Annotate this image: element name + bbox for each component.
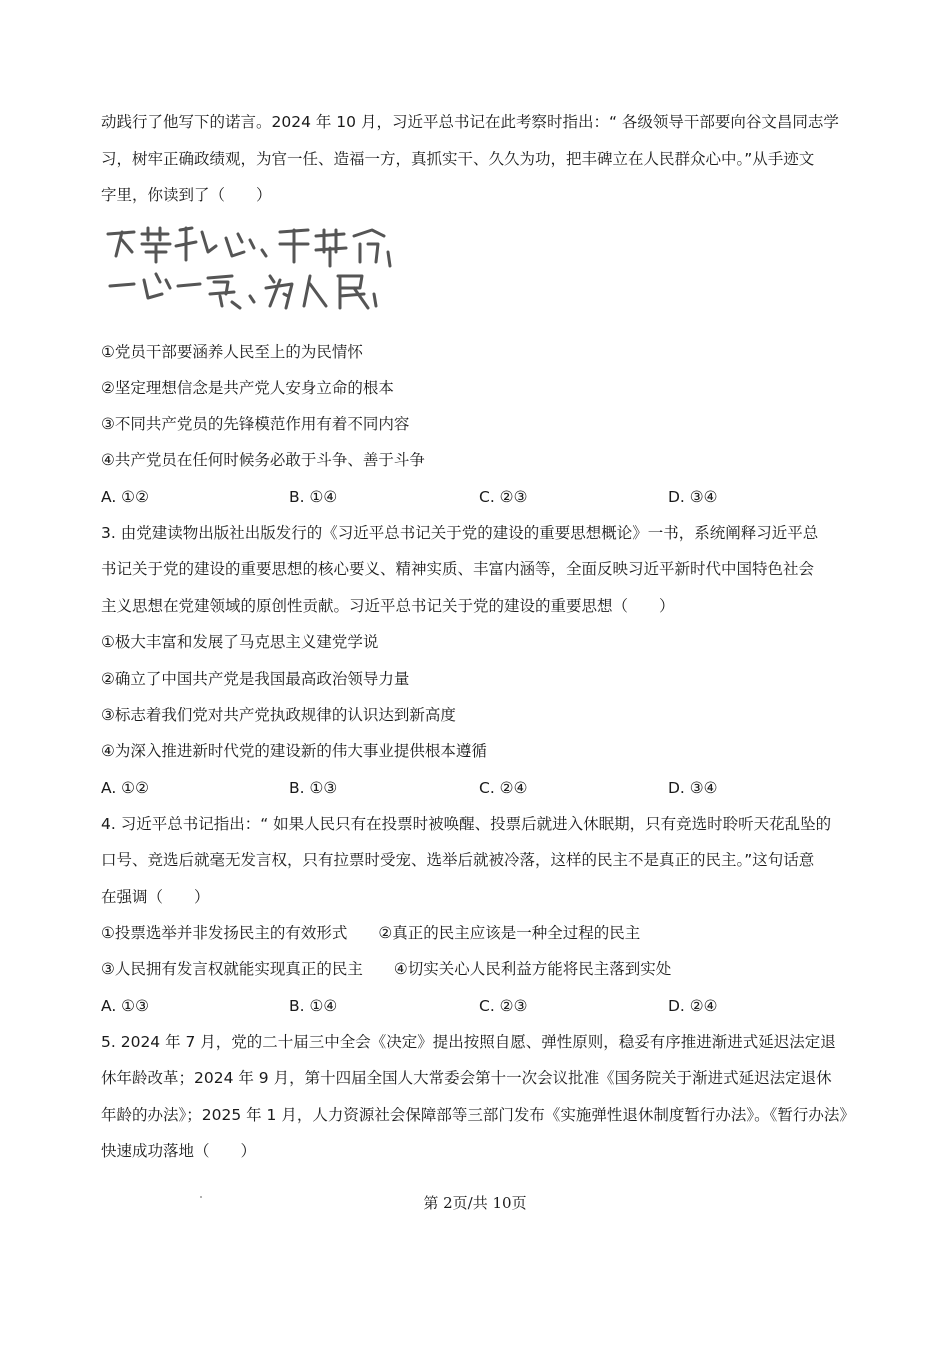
q3-stem-line-3: 主义思想在党建领域的原创性贡献。习近平总书记关于党的建设的重要思想（ ） [101,597,675,615]
q4-statements-row-1: ①投票选举并非发扬民主的有效形式 ②真正的民主应该是一种全过程的民主 [101,924,641,942]
q5-stem-line-4: 快速成功落地（ ） [101,1142,257,1160]
q3-statement-4: ④为深入推进新时代党的建设新的伟大事业提供根本遵循 [101,742,487,760]
handwriting-image [104,222,404,322]
q3-option-a[interactable]: A. ①② [101,779,149,797]
q3-option-c[interactable]: C. ②④ [479,779,528,797]
q2-statement-1: ①党员干部要涵养人民至上的为民情怀 [101,343,363,361]
q4-option-c[interactable]: C. ②③ [479,997,528,1015]
q4-option-a[interactable]: A. ①③ [101,997,149,1015]
q5-stem-line-2: 休年龄改革；2024 年 9 月，第十四届全国人大常委会第十一次会议批准《国务院关于渐进式延迟法定退休 [101,1069,832,1087]
q3-statement-2: ②确立了中国共产党是我国最高政治领导力量 [101,670,410,688]
q5-stem-line-1: 5. 2024 年 7 月，党的二十届三中全会《决定》提出按照自愿、弹性原则，稳妥有序推进渐进式延迟法定退 [101,1033,836,1051]
q3-stem-line-1: 3. 由党建读物出版社出版发行的《习近平总书记关于党的建设的重要思想概论》一书，系统阐释习近平总 [101,524,819,542]
q2-statement-2: ②坚定理想信念是共产党人安身立命的根本 [101,379,394,397]
q4-stem-line-2: 口号、竞选后就毫无发言权，只有拉票时受宠、选举后就被冷落，这样的民主不是真正的民主。”这句话意 [101,851,815,869]
q4-stem-line-1: 4. 习近平总书记指出：“ 如果人民只有在投票时被唤醒、投票后就进入休眠期，只有竞选时聆听天花乱坠的 [101,815,832,833]
q3-stem-line-2: 书记关于党的建设的重要思想的核心要义、精神实质、丰富内涵等，全面反映习近平新时代中国特色社会 [101,560,815,578]
q2-statement-3: ③不同共产党员的先锋模范作用有着不同内容 [101,415,410,433]
q4-stem-line-3: 在强调（ ） [101,888,210,906]
q2-stem-line-3: 字里，你读到了（ ） [101,186,272,204]
q3-option-d[interactable]: D. ③④ [668,779,718,797]
q2-statement-4: ④共产党员在任何时候务必敢于斗争、善于斗争 [101,451,425,469]
q4-option-d[interactable]: D. ②④ [668,997,718,1015]
page-footer: 第 2页/共 10页 [423,1194,527,1212]
q4-option-b[interactable]: B. ①④ [289,997,338,1015]
q3-statement-1: ①极大丰富和发展了马克思主义建党学说 [101,633,379,651]
q5-stem-line-3: 年龄的办法》；2025 年 1 月，人力资源社会保障部等三部门发布《实施弹性退休制度暂行办法》。《暂行办法》 [101,1106,855,1124]
q4-statements-row-2: ③人民拥有发言权就能实现真正的民主 ④切实关心人民利益方能将民主落到实处 [101,960,672,978]
q2-stem-line-2: 习，树牢正确政绩观，为官一任、造福一方，真抓实干、久久为功，把丰碑立在人民群众心中。”从手迹文 [101,150,815,168]
q3-statement-3: ③标志着我们党对共产党执政规律的认识达到新高度 [101,706,456,724]
q2-option-d[interactable]: D. ③④ [668,488,718,506]
q2-option-b[interactable]: B. ①④ [289,488,338,506]
q3-option-b[interactable]: B. ①③ [289,779,338,797]
q2-option-c[interactable]: C. ②③ [479,488,528,506]
q2-option-a[interactable]: A. ①② [101,488,149,506]
q2-stem-line-1: 动践行了他写下的诺言。2024 年 10 月，习近平总书记在此考察时指出：“ 各级领导干部要向谷文昌同志学 [101,113,839,131]
